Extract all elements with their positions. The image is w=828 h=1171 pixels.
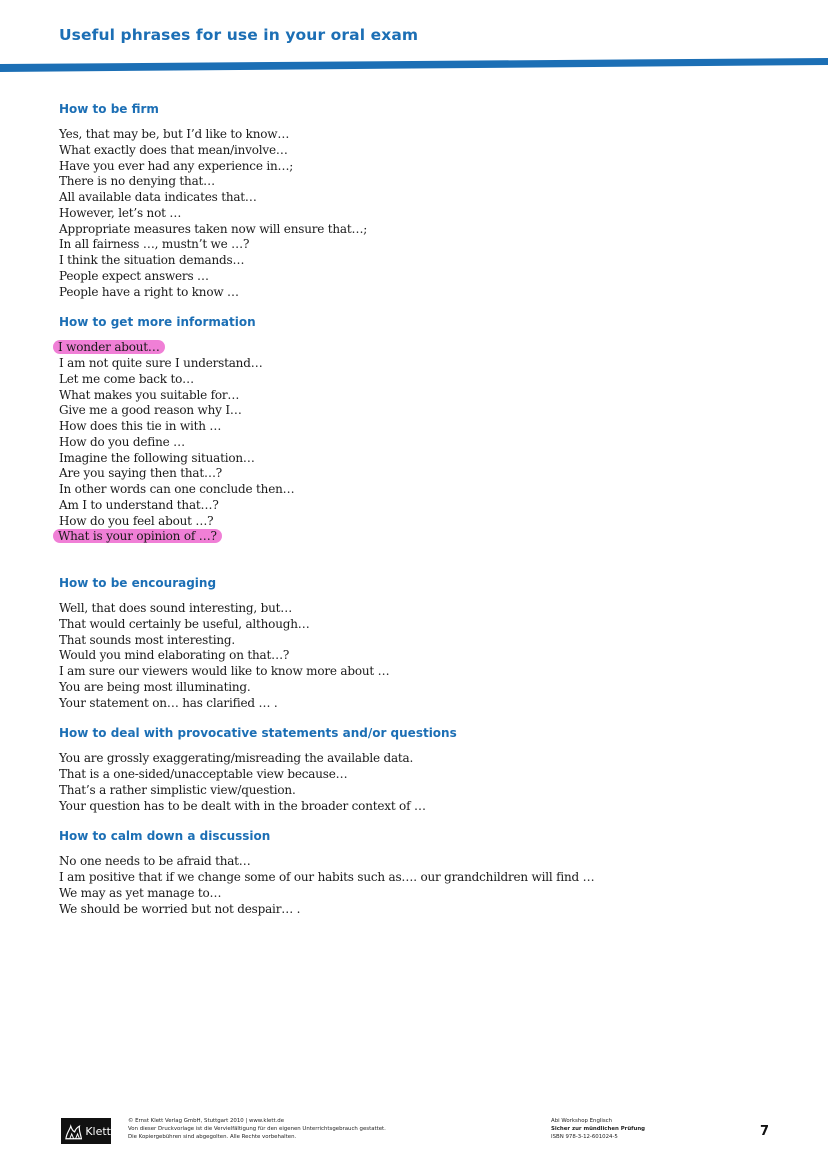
- phrase-item: However, let’s not …: [59, 205, 182, 220]
- section-calm-down-discussion: [59, 828, 799, 917]
- phrase-item-highlighted: [59, 529, 799, 545]
- phrase-item: Well, that does sound interesting, but…: [59, 601, 293, 615]
- phrase-item: Yes, that may be, but I’d like to know…: [59, 127, 290, 141]
- phrase-item: That would certainly be useful, although…: [59, 616, 310, 631]
- publisher-logo: [61, 1118, 111, 1144]
- highlight-marker: I wonder about…: [53, 340, 165, 354]
- section-heading: How to be encouraging: [59, 576, 217, 590]
- phrase-item: Would you mind elaborating on that…?: [59, 648, 290, 663]
- book-series: Abi Workshop Englisch: [551, 1118, 613, 1124]
- phrase-item: We should be worried but not despair… .: [59, 901, 301, 916]
- logo-wordmark: Klett: [85, 1124, 111, 1138]
- phrase-item: I am sure our viewers would like to know more about …: [59, 664, 390, 678]
- section-how-to-get-more-information: [59, 314, 799, 545]
- section-heading: How to get more information: [59, 315, 256, 330]
- phrase-item: We may as yet manage to…: [59, 885, 222, 900]
- phrase-list: [59, 340, 799, 545]
- highlight-marker: What is your opinion of …?: [53, 529, 222, 543]
- page-header-title: Useful phrases for use in your oral exam: [59, 26, 419, 44]
- phrase-item: Imagine the following situation…: [59, 450, 255, 465]
- phrase-item: You are being most illuminating.: [59, 679, 251, 694]
- page-number: 7: [760, 1124, 770, 1139]
- section-heading: How to be firm: [59, 102, 159, 116]
- phrase-list: [59, 601, 799, 711]
- section-provocative-statements: [59, 725, 799, 814]
- phrase-item: Your statement on… has clarified … .: [59, 695, 278, 710]
- phrase-item: Am I to understand that…?: [59, 497, 219, 512]
- phrase-item: All available data indicates that…: [59, 190, 257, 204]
- page-footer: [0, 1112, 828, 1152]
- phrase-list: [59, 854, 799, 917]
- phrase-sections: [59, 101, 799, 931]
- phrase-item: I am not quite sure I understand…: [59, 356, 263, 370]
- copyright-line: © Ernst Klett Verlag GmbH, Stuttgart 2010 | www.klett.de: [128, 1118, 285, 1124]
- phrase-item: There is no denying that…: [59, 174, 215, 189]
- phrase-item: Let me come back to…: [59, 371, 194, 386]
- phrase-item: People have a right to know …: [59, 284, 239, 299]
- phrase-item: That sounds most interesting.: [59, 632, 235, 647]
- copyright-line: Die Kopiergebühren sind abgegolten. Alle Rechte vorbehalten.: [128, 1134, 297, 1140]
- phrase-item: How does this tie in with …: [59, 419, 222, 433]
- phrase-item: Are you saying then that…?: [59, 466, 222, 481]
- section-heading: How to deal with provocative statements and/or questions: [59, 726, 457, 741]
- book-info: [551, 1117, 645, 1141]
- phrase-item: I am positive that if we change some of our habits such as…. our grandchildren will find …: [59, 870, 595, 884]
- book-title: Sicher zur mündlichen Prüfung: [551, 1126, 646, 1132]
- section-heading: How to calm down a discussion: [59, 829, 271, 844]
- phrase-item: People expect answers …: [59, 268, 209, 283]
- phrase-item: Appropriate measures taken now will ensure that…;: [59, 221, 368, 236]
- phrase-item: How do you define …: [59, 434, 185, 449]
- phrase-list: [59, 127, 799, 300]
- phrase-item: How do you feel about …?: [59, 513, 214, 528]
- lion-emblem-icon: [63, 1120, 84, 1142]
- phrase-item: In all fairness …, mustn’t we …?: [59, 237, 250, 252]
- copyright-notice: [128, 1117, 386, 1141]
- phrase-item-highlighted: [59, 340, 799, 356]
- section-how-to-be-encouraging: [59, 575, 799, 711]
- copyright-line: Von dieser Druckvorlage ist die Vervielfältigung für den eigenen Unterrichtsgebrauch gestattet.: [128, 1126, 386, 1132]
- header-rule: [0, 58, 828, 72]
- phrase-item: Your question has to be dealt with in the broader context of …: [59, 798, 426, 813]
- phrase-item: What exactly does that mean/involve…: [59, 142, 288, 157]
- phrase-item: In other words can one conclude then…: [59, 482, 295, 496]
- phrase-item: You are grossly exaggerating/misreading the available data.: [59, 751, 414, 766]
- phrase-list: [59, 751, 799, 814]
- phrase-item: That is a one-sided/unacceptable view because…: [59, 767, 348, 781]
- phrase-item: What makes you suitable for…: [59, 387, 240, 402]
- section-how-to-be-firm: [59, 101, 799, 300]
- book-isbn: ISBN 978-3-12-601024-5: [551, 1134, 618, 1140]
- phrase-item: That’s a rather simplistic view/question.: [59, 782, 296, 797]
- phrase-item: Give me a good reason why I…: [59, 403, 242, 418]
- phrase-item: No one needs to be afraid that…: [59, 854, 251, 869]
- phrase-item: I think the situation demands…: [59, 253, 245, 267]
- phrase-item: Have you ever had any experience in…;: [59, 158, 294, 173]
